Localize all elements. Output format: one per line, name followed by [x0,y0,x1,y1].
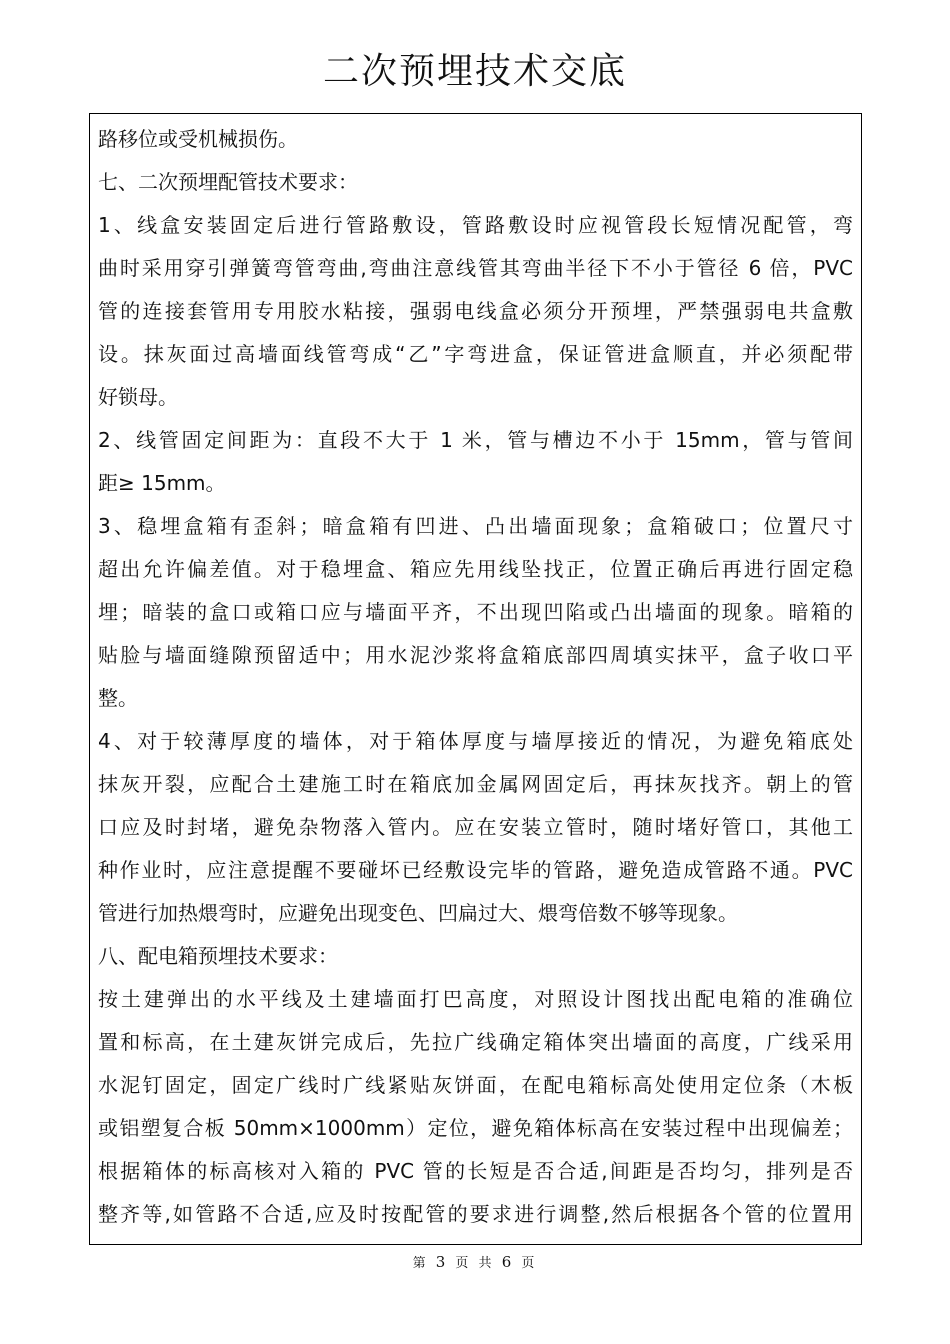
content-frame [89,113,862,1245]
text-line: 或铝塑复合板 50mm×1000mm）定位，避免箱体标高在安装过程中出现偏差； [98,1116,853,1140]
body-text [98,118,853,1236]
text-line: 种作业时，应注意提醒不要碰坏已经敷设完毕的管路，避免造成管路不通。PVC [98,858,853,882]
text-line: 设。抹灰面过高墙面线管弯成“乙”字弯进盒，保证管进盒顺直，并必须配带 [98,342,853,366]
text-line: 整齐等,如管路不合适,应及时按配管的要求进行调整,然后根据各个管的位置用 [98,1202,853,1226]
text-line: 七、二次预埋配管技术要求： [98,170,358,194]
text-line: 4、对于较薄厚度的墙体，对于箱体厚度与墙厚接近的情况，为避免箱底处 [98,729,853,753]
text-line: 口应及时封堵，避免杂物落入管内。应在安装立管时，随时堵好管口，其他工 [98,815,853,839]
text-line: 距≥ 15mm。 [98,471,226,495]
document-title: 二次预埋技术交底 [322,51,627,92]
text-line: 超出允许偏差值。对于稳埋盒、箱应先用线坠找正，位置正确后再进行固定稳 [98,557,853,581]
text-line: 埋；暗装的盒口或箱口应与墙面平齐，不出现凹陷或凸出墙面的现象。暗箱的 [98,600,853,624]
text-line: 抹灰开裂，应配合土建施工时在箱底加金属网固定后，再抹灰找齐。朝上的管 [98,772,853,796]
footer-suffix: 页 [521,1256,538,1271]
text-line: 管的连接套管用专用胶水粘接，强弱电线盒必须分开预埋，严禁强弱电共盒敷 [98,299,853,323]
text-line: 管进行加热煨弯时，应避免出现变色、凹扁过大、煨弯倍数不够等现象。 [98,901,738,925]
text-line: 按土建弹出的水平线及土建墙面打巴高度，对照设计图找出配电箱的准确位 [98,987,853,1011]
text-line: 八、配电箱预埋技术要求： [98,944,338,968]
text-line: 整。 [98,686,138,710]
text-line: 好锁母。 [98,385,178,409]
text-line: 1、线盒安装固定后进行管路敷设，管路敷设时应视管段长短情况配管，弯 [98,213,853,237]
text-line: 曲时采用穿引弹簧弯管弯曲,弯曲注意线管其弯曲半径下不小于管径 6 倍，PVC [98,256,853,280]
footer-middle: 页 共 [455,1256,495,1271]
text-line: 置和标高，在土建灰饼完成后，先拉广线确定箱体突出墙面的高度，广线采用 [98,1030,853,1054]
text-line: 2、线管固定间距为：直段不大于 1 米，管与槽边不小于 15mm，管与管间 [98,428,853,452]
page-footer [0,1252,950,1271]
text-line: 根据箱体的标高核对入箱的 PVC 管的长短是否合适,间距是否均匀，排列是否 [98,1159,853,1183]
total-page-count: 6 [501,1253,515,1271]
footer-prefix: 第 [412,1256,429,1271]
text-line: 3、稳埋盒箱有歪斜；暗盒箱有凹进、凸出墙面现象；盒箱破口；位置尺寸 [98,514,853,538]
text-line: 贴脸与墙面缝隙预留适中；用水泥沙浆将盒箱底部四周填实抹平，盒子收口平 [98,643,853,667]
text-line: 水泥钉固定，固定广线时广线紧贴灰饼面，在配电箱标高处使用定位条（木板 [98,1073,853,1097]
current-page-number: 3 [435,1253,449,1271]
text-line: 路移位或受机械损伤。 [98,127,298,151]
